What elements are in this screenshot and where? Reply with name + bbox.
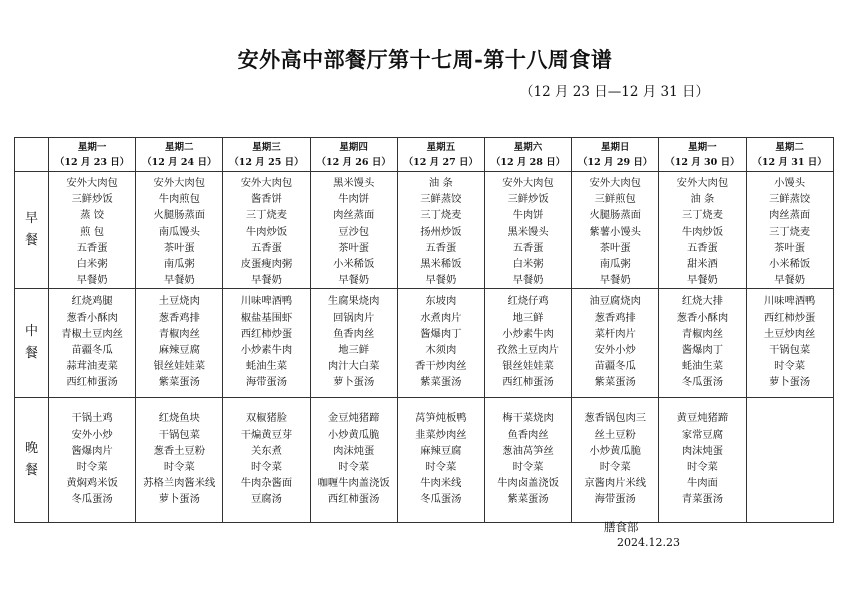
- dish-item: 安外大肉包: [589, 177, 641, 189]
- dish-item: 时令菜: [425, 461, 457, 474]
- department-signature: 膳食部: [604, 520, 639, 534]
- dish-item: 鱼香肉丝: [507, 428, 549, 441]
- meal-label: [15, 172, 49, 289]
- dish-item: 葱香鸡排: [158, 311, 200, 324]
- dish-item: 麻辣豆腐: [420, 444, 462, 457]
- dish-item: 肉丝蒸面: [333, 209, 375, 222]
- dish-item: 安外小炒: [71, 428, 113, 441]
- dish-item: 豆沙包: [338, 225, 370, 238]
- dish-item: 黑米馒头: [507, 225, 549, 238]
- menu-cell: [310, 398, 397, 523]
- dish-item: 葱油莴笋丝: [502, 444, 554, 457]
- dish-item: 肉汁大白菜: [327, 360, 380, 373]
- menu-body: [15, 172, 834, 523]
- dish-item: 川味啤酒鸭: [763, 295, 816, 308]
- dish-item: 紫薯小馒头: [589, 225, 641, 238]
- dish-item: 甜米酒: [686, 258, 718, 271]
- menu-cell: [136, 289, 223, 398]
- dish-item: 三鲜煎包: [594, 193, 636, 206]
- dish-item: 苗疆冬瓜: [71, 344, 113, 357]
- dish-item: 小米稀饭: [333, 258, 375, 271]
- dish-item: 安外大肉包: [240, 177, 293, 189]
- corner-cell: [15, 138, 49, 172]
- dish-item: 葱香土豆粉: [153, 444, 206, 457]
- dish-item: 时令菜: [251, 461, 282, 474]
- dish-item: 红烧鱼块: [158, 412, 200, 425]
- dish-item: 紫菜蛋汤: [594, 376, 636, 389]
- dish-item: 时令菜: [338, 461, 370, 474]
- dish-item: 萝卜蛋汤: [333, 376, 375, 389]
- dish-item: 小炒黄瓜脆: [327, 428, 380, 441]
- dish-item: 西红柿蛋汤: [502, 376, 554, 389]
- dish-item: 冬瓜蛋汤: [681, 376, 723, 389]
- weekday-label: 星期三: [252, 141, 281, 153]
- dish-item: 蒸 饺: [80, 209, 105, 222]
- menu-cell: [223, 172, 310, 289]
- dish-item: 小馒头: [774, 177, 806, 189]
- dish-item: 油 条: [428, 177, 453, 189]
- dish-item: 鱼香肉丝: [333, 327, 375, 340]
- dish-item: 茶叶蛋: [163, 241, 195, 254]
- dish-item: 五香蛋: [512, 241, 544, 254]
- dish-item: 地三鲜: [338, 344, 370, 357]
- day-date-label: （12 月 25 日）: [229, 156, 304, 168]
- meal-row: [15, 398, 834, 523]
- dish-item: 火腿肠蒸面: [589, 209, 641, 222]
- dish-item: 时令菜: [163, 461, 195, 474]
- dish-item: 早餐奶: [599, 274, 631, 287]
- dish-item: 南瓜粥: [599, 258, 631, 271]
- menu-cell: [659, 289, 746, 398]
- page-title: 安外高中部餐厅第十七周-第十八周食谱: [237, 47, 613, 72]
- day-header: [397, 138, 484, 172]
- dish-item: 牛肉炒饭: [681, 225, 723, 238]
- day-header: [49, 138, 136, 172]
- dish-item: 黄豆炖猪蹄: [676, 412, 729, 425]
- dish-item: 三鲜蒸饺: [769, 193, 811, 206]
- dish-item: 早餐奶: [76, 274, 108, 287]
- dish-item: 牛肉煎包: [158, 193, 200, 206]
- dish-item: 早餐奶: [774, 274, 806, 287]
- dish-item: 扬州炒饭: [420, 225, 462, 238]
- dish-item: 早餐奶: [163, 274, 195, 287]
- dish-item: 干锅土鸡: [71, 412, 113, 425]
- dish-item: 家常豆腐: [681, 428, 723, 441]
- dish-item: 红烧鸡腿: [71, 295, 113, 308]
- dish-item: 黄焖鸡米饭: [66, 477, 118, 490]
- meal-label-char: 晚: [24, 441, 38, 457]
- menu-cell: [49, 172, 136, 289]
- dish-item: 咖喱牛肉盖浇饭: [317, 477, 390, 490]
- meal-label: [15, 398, 49, 523]
- dish-item: 蚝油生菜: [245, 360, 288, 373]
- dish-item: 小炒素牛肉: [502, 327, 554, 340]
- dish-item: 五香蛋: [425, 241, 457, 254]
- dish-item: 莴笋炖板鸭: [415, 412, 467, 425]
- dish-item: 葱香小酥肉: [66, 311, 118, 324]
- dish-item: 三鲜炒饭: [71, 193, 113, 206]
- dish-item: 紫菜蛋汤: [507, 493, 549, 506]
- dish-item: 早餐奶: [512, 274, 544, 287]
- menu-cell: [310, 289, 397, 398]
- weekday-label: 星期二: [165, 141, 194, 153]
- dish-item: 蒜茸油麦菜: [66, 360, 118, 373]
- dish-item: 干锅包菜: [158, 428, 200, 441]
- dish-item: 牛肉饼: [512, 209, 544, 222]
- weekday-label: 星期六: [513, 141, 543, 153]
- menu-cell: [136, 172, 223, 289]
- dish-item: 五香蛋: [686, 241, 718, 254]
- dish-item: 西红柿蛋汤: [327, 493, 380, 506]
- dish-item: 红烧仔鸡: [507, 295, 549, 308]
- dish-item: 牛肉炒饭: [245, 225, 288, 238]
- dish-item: 土豆炒肉丝: [763, 327, 816, 340]
- menu-cell: [223, 398, 310, 523]
- day-header: [484, 138, 571, 172]
- dish-item: 三丁烧麦: [245, 209, 288, 222]
- dish-item: 萝卜蛋汤: [769, 376, 811, 389]
- dish-item: 早餐奶: [251, 274, 282, 287]
- menu-cell: [397, 289, 484, 398]
- dish-item: 银丝娃娃菜: [153, 360, 206, 373]
- dish-item: 冬瓜蛋汤: [420, 493, 462, 506]
- day-header: [223, 138, 310, 172]
- dish-item: 小炒素牛肉: [240, 344, 293, 357]
- dish-item: 酱爆肉丁: [420, 327, 462, 340]
- dish-item: 安外大肉包: [66, 177, 118, 189]
- weekday-label: 星期四: [339, 141, 368, 153]
- dish-item: 苏格兰肉酱米线: [143, 477, 216, 490]
- dish-item: 安外大肉包: [153, 177, 206, 189]
- dish-item: 油 条: [690, 193, 715, 206]
- dish-item: 早餐奶: [686, 274, 718, 287]
- meal-label-char: 中: [24, 324, 38, 340]
- dish-item: 青椒肉丝: [158, 327, 200, 340]
- dish-item: 银丝娃娃菜: [502, 360, 554, 373]
- dish-item: 南瓜馒头: [158, 225, 200, 238]
- dish-item: 时令菜: [686, 461, 718, 474]
- dish-item: 回锅肉片: [333, 311, 375, 324]
- day-date-label: （12 月 31 日）: [752, 156, 827, 168]
- dish-item: 金豆炖猪蹄: [327, 412, 380, 425]
- dish-item: 茶叶蛋: [338, 241, 370, 254]
- dish-item: 早餐奶: [338, 274, 370, 287]
- dish-item: 韭菜炒肉丝: [415, 428, 467, 441]
- dish-item: 牛肉杂酱面: [240, 477, 293, 490]
- dish-item: 白米粥: [512, 258, 544, 271]
- dish-item: 青椒肉丝: [681, 327, 723, 340]
- dish-item: 牛肉米线: [420, 477, 462, 490]
- dish-item: 时令菜: [599, 461, 631, 474]
- dish-item: 地三鲜: [512, 311, 544, 324]
- dish-item: 葱香锅包肉三: [584, 412, 647, 425]
- dish-item: 三鲜炒饭: [507, 193, 549, 206]
- menu-cell: [746, 398, 833, 523]
- dish-item: 萝卜蛋汤: [158, 493, 200, 506]
- dish-item: 茶叶蛋: [774, 241, 806, 254]
- dish-item: 肉丝蒸面: [769, 209, 811, 222]
- dish-item: 火腿肠蒸面: [153, 209, 206, 222]
- dish-item: 安外大肉包: [676, 177, 729, 189]
- menu-cell: [484, 398, 571, 523]
- dish-item: 关东煮: [251, 444, 282, 457]
- dish-item: 时令菜: [774, 360, 806, 373]
- menu-cell: [484, 172, 571, 289]
- dish-item: 苗疆冬瓜: [594, 360, 636, 373]
- date-range-subtitle: （12 月 23 日—12 月 31 日）: [520, 84, 709, 100]
- dish-item: 葱香鸡排: [594, 311, 636, 324]
- day-date-label: （12 月 30 日）: [665, 156, 740, 168]
- dish-item: 小米稀饭: [769, 258, 811, 271]
- dish-item: 孜然土豆肉片: [497, 344, 559, 357]
- menu-cell: [310, 172, 397, 289]
- menu-cell: [572, 172, 659, 289]
- dish-item: 三丁烧麦: [420, 209, 462, 222]
- dish-item: 蚝油生菜: [681, 360, 723, 373]
- dish-item: 南瓜粥: [163, 258, 195, 271]
- menu-cell: [136, 398, 223, 523]
- dish-item: 牛肉饼: [338, 193, 370, 206]
- menu-cell: [746, 172, 833, 289]
- dish-item: 干锅包菜: [769, 344, 811, 357]
- dish-item: 川味啤酒鸭: [240, 295, 293, 308]
- meal-row: [15, 172, 834, 289]
- menu-table: [14, 137, 834, 523]
- weekday-label: 星期二: [775, 141, 804, 153]
- dish-item: 煎 包: [80, 225, 105, 238]
- meal-row: [15, 289, 834, 398]
- weekday-label: 星期一: [77, 141, 107, 153]
- dish-item: 椒盐基围虾: [240, 311, 293, 324]
- dish-item: 青菜蛋汤: [681, 493, 723, 506]
- dish-item: 茶叶蛋: [599, 241, 631, 254]
- dish-item: 肉沫炖蛋: [333, 444, 375, 457]
- meal-label-char: 餐: [24, 346, 38, 362]
- dish-item: 小炒黄瓜脆: [589, 444, 641, 457]
- menu-cell: [572, 398, 659, 523]
- day-header: [659, 138, 746, 172]
- menu-cell: [49, 289, 136, 398]
- dish-item: 木须肉: [425, 344, 457, 357]
- menu-cell: [484, 289, 571, 398]
- day-date-label: （12 月 27 日）: [403, 156, 479, 168]
- dish-item: 香干炒肉丝: [415, 360, 467, 373]
- dish-item: 冬瓜蛋汤: [71, 493, 113, 506]
- dish-item: 三鲜蒸饺: [420, 193, 462, 206]
- dish-item: 海带蛋汤: [594, 493, 636, 506]
- dish-item: 东坡肉: [425, 295, 457, 308]
- issue-date: 2024.12.23: [617, 536, 680, 549]
- dish-item: 五香蛋: [76, 241, 108, 254]
- dish-item: 五香蛋: [251, 241, 282, 254]
- dish-item: 皮蛋瘦肉粥: [240, 258, 293, 271]
- dish-item: 干煸黄豆芽: [240, 428, 293, 441]
- dish-item: 土豆烧肉: [158, 295, 200, 308]
- weekday-label: 星期一: [688, 141, 717, 153]
- dish-item: 酱爆肉片: [71, 444, 113, 457]
- dish-item: 双椒猪脸: [245, 412, 288, 425]
- day-header: [310, 138, 397, 172]
- dish-item: 酱香饼: [251, 193, 282, 206]
- dish-item: 红烧大排: [681, 295, 723, 308]
- dish-item: 紫菜蛋汤: [420, 376, 462, 389]
- menu-cell: [572, 289, 659, 398]
- day-header: [746, 138, 833, 172]
- dish-item: 豆腐汤: [251, 493, 282, 506]
- dish-item: 时令菜: [76, 461, 108, 474]
- dish-item: 时令菜: [512, 461, 544, 474]
- menu-cell: [659, 172, 746, 289]
- weekday-label: 星期五: [426, 141, 456, 153]
- dish-item: 生腐果烧肉: [327, 295, 380, 308]
- dish-item: 白米粥: [76, 258, 108, 271]
- dish-item: 京酱肉片米线: [584, 477, 647, 490]
- dish-item: 西红柿炒蛋: [763, 311, 816, 324]
- day-header: [572, 138, 659, 172]
- dish-item: 海带蛋汤: [245, 376, 288, 389]
- dish-item: 肉沫炖蛋: [681, 444, 723, 457]
- dish-item: 青椒土豆肉丝: [61, 327, 123, 340]
- dish-item: 麻辣豆腐: [158, 344, 200, 357]
- dish-item: 葱香小酥肉: [676, 311, 729, 324]
- dish-item: 三丁烧麦: [769, 225, 811, 238]
- dish-item: 黑米馒头: [333, 177, 375, 189]
- menu-cell: [223, 289, 310, 398]
- menu-cell: [397, 172, 484, 289]
- day-date-label: （12 月 23 日）: [54, 156, 130, 168]
- dish-item: 西红柿炒蛋: [240, 327, 293, 340]
- menu-cell: [659, 398, 746, 523]
- day-date-label: （12 月 26 日）: [316, 156, 391, 168]
- day-date-label: （12 月 28 日）: [490, 156, 566, 168]
- meal-label: [15, 289, 49, 398]
- menu-cell: [397, 398, 484, 523]
- menu-cell: [49, 398, 136, 523]
- header-row: [15, 138, 834, 172]
- dish-item: 三丁烧麦: [681, 209, 723, 222]
- dish-item: 水煮肉片: [420, 311, 462, 324]
- dish-item: 安外小炒: [594, 344, 636, 357]
- meal-label-char: 餐: [24, 233, 38, 249]
- dish-item: 牛肉面: [686, 477, 718, 490]
- dish-item: 早餐奶: [425, 274, 457, 287]
- dish-item: 油豆腐烧肉: [589, 295, 641, 308]
- dish-item: 酱爆肉丁: [681, 344, 723, 357]
- day-date-label: （12 月 29 日）: [578, 156, 653, 168]
- dish-item: 黑米稀饭: [420, 258, 462, 271]
- dish-item: 牛肉卤盖浇饭: [497, 477, 559, 490]
- dish-item: 安外大肉包: [502, 177, 554, 189]
- dish-item: 丝土豆粉: [594, 428, 636, 441]
- weekday-label: 星期日: [600, 141, 630, 153]
- dish-item: 紫菜蛋汤: [158, 376, 200, 389]
- day-date-label: （12 月 24 日）: [142, 156, 217, 168]
- dish-item: 西红柿蛋汤: [66, 376, 118, 389]
- menu-cell: [746, 289, 833, 398]
- meal-label-char: 早: [24, 211, 38, 227]
- dish-item: 梅干菜烧肉: [502, 412, 554, 425]
- dish-item: 菜杆肉片: [594, 327, 636, 340]
- meal-label-char: 餐: [24, 463, 38, 479]
- day-header: [136, 138, 223, 172]
